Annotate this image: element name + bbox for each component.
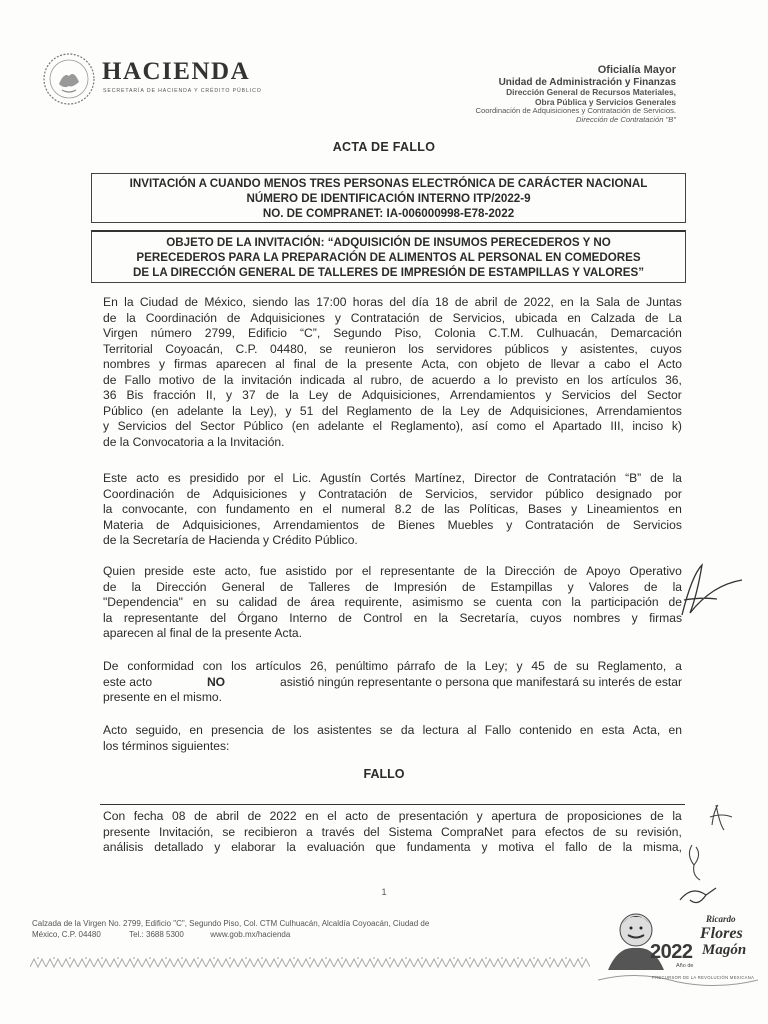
text-line: la convocante, con fundamento en el numeral 8.2 de las Políticas, Bases y Lineamientos en	[103, 502, 682, 516]
text-line: y Servicios del Sector Público (en adelante el Reglamento), así como el Apartado III, inciso k)	[103, 419, 682, 433]
text-line: análisis detallado y elaborar la evaluación que fundamenta y motiva el fallo de la misma,	[103, 840, 682, 854]
text-line: de la Secretaría de Hacienda y Crédito Público.	[103, 533, 358, 547]
emblem-ano-de: Año de	[676, 963, 694, 969]
government-seal-icon	[42, 52, 96, 106]
section-title-fallo: FALLO	[363, 767, 405, 781]
text-line: los términos siguientes:	[103, 738, 230, 753]
paragraph-opening	[103, 295, 682, 450]
office-line: Dirección de Contratación "B"	[576, 115, 676, 125]
text-line	[103, 675, 682, 691]
text-line: "Dependencia" en su calidad de área requirente, asimismo se cuenta con la participación de	[103, 595, 682, 609]
footer-address	[32, 918, 429, 940]
paragraph-assistance	[103, 564, 682, 642]
footer-postal: México, C.P. 04480	[32, 930, 101, 939]
office-line: Coordinación de Adquisiciones y Contratación de Servicios.	[475, 106, 676, 116]
paragraph-presidency	[103, 471, 682, 549]
text-line: Este acto es presidido por el Lic. Agustín Cortés Martínez, Director de Contratación “B” de la	[103, 471, 682, 485]
text-line: Con fecha 08 de abril de 2022 en el acto de presentación y apertura de proposiciones de la	[103, 809, 682, 823]
text-line: de la Convocatoria a la Invitación.	[103, 434, 285, 449]
text-line: de Fallo motivo de la invitación indicada al rubro, de acuerdo a lo previsto en los artículos 36,	[103, 372, 682, 387]
text-line: Territorial Coyoacán, C.P. 04480, se reunieron los servidores públicos y asistentes, cuyos	[103, 341, 682, 356]
box-line: NO. DE COMPRANET: IA-006000998-E78-2022	[262, 207, 515, 220]
box-line: OBJETO DE LA INVITACIÓN: “ADQUISICIÓN DE INSUMOS PERECEDEROS Y NO	[166, 236, 611, 249]
office-line: Oficialía Mayor	[597, 64, 676, 76]
text-line: Virgen número 2799, Edificio “C”, Segundo Piso, Colonia C.T.M. Culhuacán, Demarcación	[103, 326, 682, 340]
office-line: Unidad de Administración y Finanzas	[498, 76, 676, 88]
emblem-name-third: Magón	[702, 942, 747, 958]
text-line: Coordinación de Adquisiciones y Contratación de Servicios, servidor público designado por	[103, 486, 682, 501]
text-line: 36 Bis fracción II, y 37 de la Ley de Adquisiciones, Arrendamientos y Servicios del Sector	[103, 388, 682, 402]
footer-website: www.gob.mx/hacienda	[210, 930, 291, 939]
text-fragment: asistió ningún representante o persona que manifestará su interés de estar	[279, 674, 682, 689]
office-header	[475, 64, 676, 125]
office-line: Obra Pública y Servicios Generales	[534, 96, 676, 107]
emphasis-no: NO	[206, 674, 226, 689]
footer-address-line	[32, 929, 429, 940]
section-divider	[100, 804, 685, 805]
paragraph-reading	[103, 723, 682, 754]
text-fragment: este acto	[103, 674, 153, 689]
emblem-name-second: Flores	[700, 925, 743, 942]
invitation-id-box	[91, 173, 686, 223]
text-line: Materia de Adquisiciones, Arrendamientos de Bienes Muebles y Contratación de Servicios	[103, 517, 682, 532]
text-line: presente en el mismo.	[103, 690, 222, 704]
text-line: Público (en adelante la Ley), y 51 del Reglamento de la Ley de Adquisiciones, Arrendamientos	[103, 403, 682, 418]
margin-signatures	[672, 555, 768, 915]
invitation-object-box	[91, 230, 686, 283]
box-line: INVITACIÓN A CUANDO MENOS TRES PERSONAS ELECTRÓNICA DE CARÁCTER NACIONAL	[129, 177, 648, 190]
footer-address-line: Calzada de la Virgen No. 2799, Edificio "C", Segundo Piso, Col. CTM Culhuacán, Alcaldía Coyoacán, Ciudad de	[32, 919, 430, 928]
text-line: Acto seguido, en presencia de los asistentes se da lectura al Fallo contenido en esta Acta, en	[103, 723, 682, 737]
box-line: PERECEDEROS PARA LA PREPARACIÓN DE ALIMENTOS AL PERSONAL EN COMEDORES	[136, 251, 641, 264]
emblem-year: 2022	[650, 941, 693, 963]
document-title: ACTA DE FALLO	[332, 140, 436, 154]
hacienda-logo-subtitle: SECRETARÍA DE HACIENDA Y CRÉDITO PÚBLICO	[103, 88, 262, 94]
hacienda-logo-word: HACIENDA	[102, 58, 251, 85]
box-line: NÚMERO DE IDENTIFICACIÓN INTERNO ITP/2022-9	[246, 192, 531, 205]
text-line: Quien preside este acto, fue asistido por el representante de la Dirección de Apoyo Operativo	[103, 564, 682, 578]
paragraph-fallo	[103, 809, 682, 856]
text-line: aparecen al final de la presente Acta.	[103, 626, 303, 640]
emblem-caption: PRECURSOR DE LA REVOLUCIÓN MEXICANA	[652, 975, 755, 980]
decorative-border-pattern	[30, 955, 590, 971]
text-line: En la Ciudad de México, siendo las 17:00 horas del día 18 de abril de 2022, en la Sala de Juntas	[103, 295, 682, 309]
text-line: de la Coordinación de Adquisiciones y Contratación de Servicios, ubicada en Calzada de La	[103, 310, 682, 325]
office-line: Dirección General de Recursos Materiales,	[506, 87, 676, 98]
emblem-name-first: Ricardo	[706, 914, 736, 924]
text-line: la representante del Órgano Interno de Control en la Secretaría, cuyos nombres y firmas	[103, 610, 682, 625]
text-line: De conformidad con los artículos 26, penúltimo párrafo de la Ley; y 45 de su Reglamento, a	[103, 659, 682, 673]
paragraph-attendance	[103, 659, 682, 706]
text-line: nombres y firmas aparecen al final de la presente Acta, con objeto de llevar a cabo el Acto	[103, 357, 682, 371]
footer-phone: Tel.: 3688 5300	[129, 930, 184, 939]
text-line: presente Invitación, se recibieron a través del Sistema CompraNet para efectos de su revisión,	[103, 824, 682, 839]
box-line: DE LA DIRECCIÓN GENERAL DE TALLERES DE IMPRESIÓN DE ESTAMPILLAS Y VALORES”	[132, 266, 645, 279]
text-line: de la Dirección General de Talleres de Impresión de Estampillas y Valores de la	[103, 579, 682, 594]
page-number: 1	[381, 887, 387, 897]
